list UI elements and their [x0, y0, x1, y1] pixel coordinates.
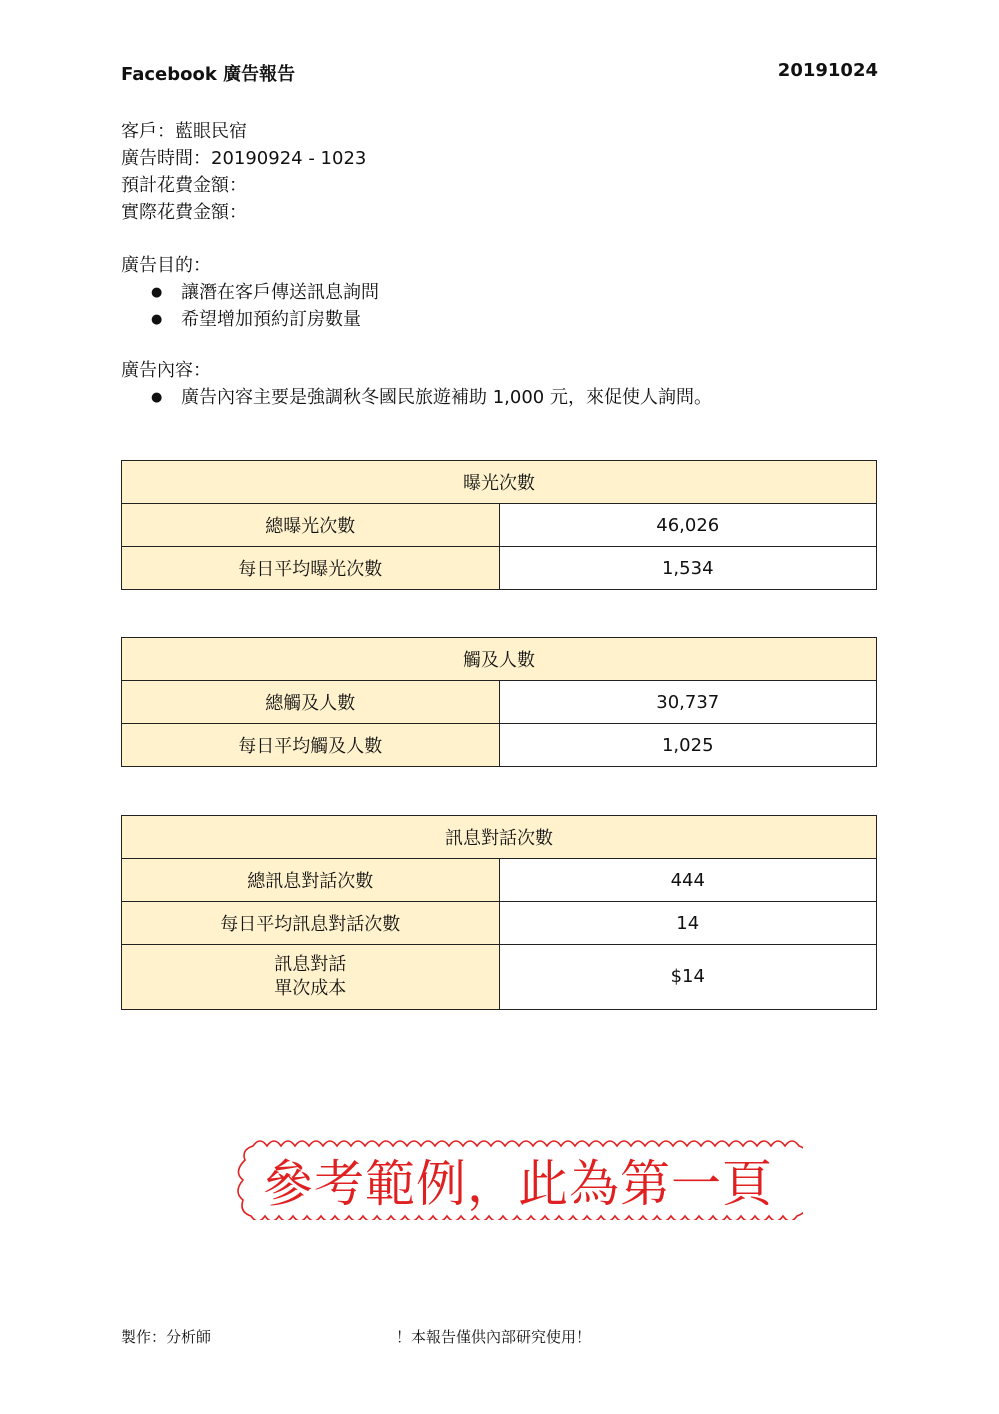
row-label: 總訊息對話次數 — [122, 859, 500, 902]
objectives-heading: 廣告目的： — [121, 255, 211, 276]
report-title: Facebook 廣告報告 — [121, 64, 296, 85]
row-value: $14 — [499, 945, 877, 1010]
report-date: 20191024 — [777, 60, 878, 81]
messages-table — [121, 815, 877, 1010]
planned-spend-line: 預計花費金額： — [121, 175, 247, 196]
row-label: 總曝光次數 — [122, 504, 500, 547]
footer-notice: ！本報告僅供內部研究使用！ — [396, 1328, 592, 1346]
table-row — [122, 504, 877, 547]
row-value: 14 — [499, 902, 877, 945]
impressions-table — [121, 460, 877, 590]
table-row — [122, 902, 877, 945]
table-row — [122, 724, 877, 767]
sample-stamp — [233, 1132, 803, 1220]
row-label-line: 訊息對話 — [274, 954, 347, 975]
content-heading: 廣告內容： — [121, 360, 211, 381]
table-title: 訊息對話次數 — [122, 816, 877, 859]
reach-table — [121, 637, 877, 767]
ad-period-line: 廣告時間：20190924 - 1023 — [121, 148, 367, 169]
row-value: 1,025 — [499, 724, 877, 767]
content-section — [121, 357, 712, 411]
row-label: 每日平均曝光次數 — [122, 547, 500, 590]
actual-spend-line: 實際花費金額： — [121, 202, 247, 223]
table-title: 曝光次數 — [122, 461, 877, 504]
table-row — [122, 681, 877, 724]
table-row — [122, 945, 877, 1010]
table-row — [122, 859, 877, 902]
row-label-line: 單次成本 — [274, 978, 347, 999]
objectives-section — [121, 252, 379, 333]
row-label: 每日平均訊息對話次數 — [122, 902, 500, 945]
row-label: 每日平均觸及人數 — [122, 724, 500, 767]
row-value: 1,534 — [499, 547, 877, 590]
table-title: 觸及人數 — [122, 638, 877, 681]
row-label — [122, 945, 500, 1010]
row-value: 444 — [499, 859, 877, 902]
row-value: 46,026 — [499, 504, 877, 547]
table-row — [122, 547, 877, 590]
client-line: 客戶：藍眼民宿 — [121, 121, 247, 142]
row-value: 30,737 — [499, 681, 877, 724]
list-item: ● 讓潛在客戶傳送訊息詢問 — [121, 279, 379, 306]
row-label: 總觸及人數 — [122, 681, 500, 724]
list-item: ● 希望增加預約訂房數量 — [121, 306, 379, 333]
stamp-text: 參考範例，此為第一頁 — [263, 1155, 773, 1213]
footer-author: 製作：分析師 — [121, 1328, 212, 1346]
report-info — [121, 118, 366, 226]
list-item: ● 廣告內容主要是強調秋冬國民旅遊補助 1,000 元，來促使人詢問。 — [121, 384, 712, 411]
